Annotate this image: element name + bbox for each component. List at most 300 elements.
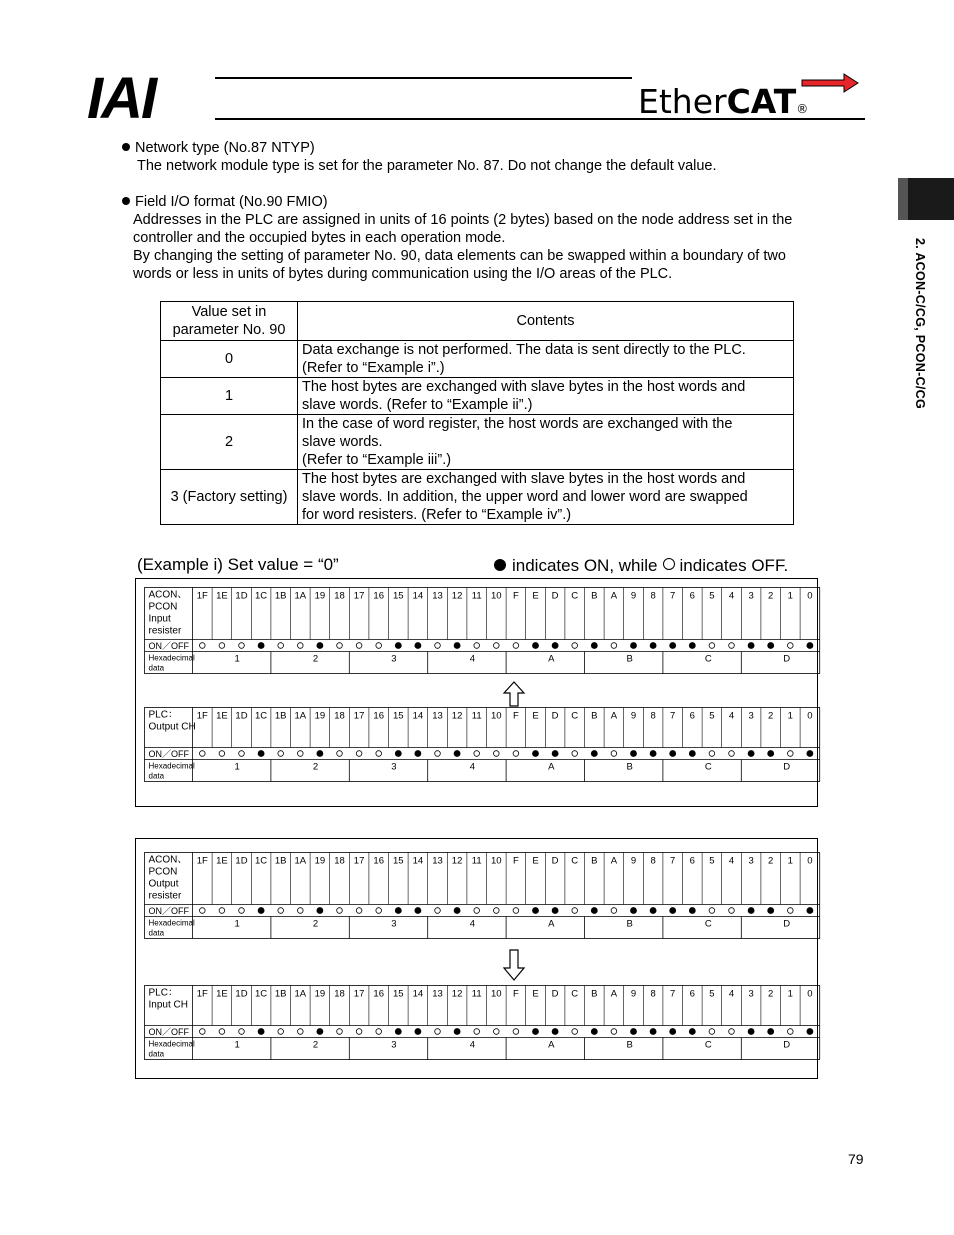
off-circle-icon xyxy=(513,643,519,649)
bit-label: 12 xyxy=(451,855,463,867)
bit-label: 1 xyxy=(787,988,793,1000)
off-circle-icon xyxy=(435,643,441,649)
register-label: PCON xyxy=(148,601,178,613)
bit-label: 10 xyxy=(491,710,502,722)
register-label: Input CH xyxy=(148,999,188,1011)
bit-label: D xyxy=(551,710,559,722)
on-dot-icon xyxy=(650,751,656,757)
bit-label: 1 xyxy=(787,855,793,867)
on-dot-icon xyxy=(395,643,401,649)
bit-label: 1D xyxy=(235,988,248,1000)
example-title: (Example i) Set value = “0” xyxy=(137,555,339,574)
bit-label: 4 xyxy=(728,988,735,1000)
bit-label: 1A xyxy=(294,855,307,867)
on-dot-icon xyxy=(415,908,421,914)
bit-label: 11 xyxy=(471,710,482,722)
off-circle-icon xyxy=(298,643,304,649)
bit-label: 8 xyxy=(650,590,656,602)
off-circle-icon xyxy=(337,908,343,914)
bit-label: 6 xyxy=(689,855,695,867)
bit-label: 11 xyxy=(471,988,482,1000)
off-circle-icon xyxy=(663,558,675,570)
section-line: controller and the occupied bytes in each operation mode. xyxy=(133,230,506,246)
bit-label: A xyxy=(610,855,618,867)
off-circle-icon xyxy=(435,908,441,914)
on-dot-icon xyxy=(768,908,774,914)
off-circle-icon xyxy=(376,1029,382,1035)
bit-label: F xyxy=(512,590,519,602)
bit-label: 7 xyxy=(670,590,676,602)
bit-label: 3 xyxy=(748,855,754,867)
register-label: Output CH xyxy=(148,721,196,733)
section-title: Network type (No.87 NTYP) xyxy=(135,140,315,156)
register-grid-svg xyxy=(144,707,822,783)
off-circle-icon xyxy=(709,643,715,649)
header-value: Value set in parameter No. 90 xyxy=(161,302,298,341)
bit-label: 1F xyxy=(196,710,208,722)
bit-label: C xyxy=(571,855,579,867)
hex-value: 1 xyxy=(234,653,240,665)
off-circle-icon xyxy=(494,643,500,649)
hex-value: B xyxy=(626,918,633,930)
off-circle-icon xyxy=(356,908,362,914)
chapter-side-label: 2. ACON-C/CG, PCON-C/CG xyxy=(913,238,927,410)
on-dot-icon xyxy=(768,643,774,649)
off-circle-icon xyxy=(200,1029,206,1035)
on-dot-icon xyxy=(807,1029,813,1035)
register-grid-svg xyxy=(144,852,822,940)
bit-label: 9 xyxy=(630,855,637,867)
off-circle-icon xyxy=(337,1029,343,1035)
bit-label: D xyxy=(551,988,559,1000)
off-circle-icon xyxy=(788,643,794,649)
bit-label: 15 xyxy=(393,710,404,722)
hex-value: B xyxy=(626,1039,633,1051)
hex-value: 1 xyxy=(234,1039,240,1051)
on-dot-icon xyxy=(454,751,460,757)
bit-label: 18 xyxy=(334,710,345,722)
on-dot-icon xyxy=(533,1029,539,1035)
bit-label: A xyxy=(610,710,618,722)
off-circle-icon xyxy=(356,643,362,649)
on-dot-icon xyxy=(631,751,637,757)
bit-label: 12 xyxy=(451,590,463,602)
off-circle-icon xyxy=(219,751,225,757)
off-circle-icon xyxy=(729,751,735,757)
on-dot-icon xyxy=(317,643,323,649)
register-label: Output xyxy=(148,878,179,890)
on-dot-icon xyxy=(748,1029,754,1035)
on-dot-icon xyxy=(494,559,506,571)
table-row xyxy=(161,470,794,525)
on-dot-icon xyxy=(317,908,323,914)
page-number: 79 xyxy=(848,1151,864,1167)
on-dot-icon xyxy=(689,751,695,757)
bit-label: E xyxy=(532,710,539,722)
hex-value: A xyxy=(548,761,555,773)
off-circle-icon xyxy=(611,751,617,757)
off-circle-icon xyxy=(278,643,284,649)
bit-label: 16 xyxy=(373,590,384,602)
off-circle-icon xyxy=(356,751,362,757)
off-circle-icon xyxy=(788,751,794,757)
hex-label: Hexadecimal xyxy=(148,761,195,771)
header-contents: Contents xyxy=(298,302,794,341)
register-grid-bottom xyxy=(144,985,822,1066)
bit-label: 16 xyxy=(373,988,384,1000)
bit-label: B xyxy=(591,710,598,722)
bit-label: 7 xyxy=(670,988,676,1000)
hex-label: data xyxy=(148,1049,165,1059)
hex-value: 4 xyxy=(469,653,475,665)
off-circle-icon xyxy=(298,751,304,757)
bit-label: 1F xyxy=(196,988,208,1000)
bit-label: B xyxy=(591,590,598,602)
bit-label: 14 xyxy=(412,988,424,1000)
bit-label: 14 xyxy=(412,855,424,867)
iai-logo: IAI xyxy=(87,66,156,131)
on-dot-icon xyxy=(552,1029,558,1035)
bit-label: 1E xyxy=(216,855,228,867)
down-arrow-icon xyxy=(503,949,525,981)
bit-label: 13 xyxy=(432,710,443,722)
bit-label: 1C xyxy=(255,590,268,602)
up-arrow-icon xyxy=(503,681,525,707)
bit-label: 4 xyxy=(728,590,735,602)
hex-value: B xyxy=(626,761,633,773)
bit-label: 13 xyxy=(432,855,443,867)
bit-label: 17 xyxy=(353,855,365,867)
off-circle-icon xyxy=(200,643,206,649)
on-dot-icon xyxy=(258,751,264,757)
on-dot-icon xyxy=(454,908,460,914)
on-dot-icon xyxy=(454,1029,460,1035)
on-dot-icon xyxy=(748,908,754,914)
bit-label: 1D xyxy=(235,855,248,867)
bit-label: 10 xyxy=(491,590,502,602)
off-circle-icon xyxy=(356,1029,362,1035)
on-dot-icon xyxy=(748,751,754,757)
bit-label: 12 xyxy=(451,988,463,1000)
on-dot-icon xyxy=(650,643,656,649)
table-cell-contents: Data exchange is not performed. The data is sent directly to the PLC. (Refer to “Example i”.) xyxy=(298,341,794,378)
bit-label: 8 xyxy=(650,988,656,1000)
bit-label: 15 xyxy=(393,988,404,1000)
off-circle-icon xyxy=(278,1029,284,1035)
section-line: By changing the setting of parameter No. 90, data elements can be swapped within a boundary of two xyxy=(133,248,786,264)
hex-value: C xyxy=(704,918,712,930)
on-dot-icon xyxy=(748,643,754,649)
register-grid-svg xyxy=(144,587,822,675)
off-circle-icon xyxy=(200,751,206,757)
bit-label: 3 xyxy=(748,710,754,722)
off-circle-icon xyxy=(278,751,284,757)
bit-label: 6 xyxy=(689,710,695,722)
bit-label: E xyxy=(532,988,539,1000)
off-circle-icon xyxy=(729,1029,735,1035)
header-rule-top xyxy=(215,77,632,79)
off-circle-icon xyxy=(278,908,284,914)
bit-label: 1C xyxy=(255,855,268,867)
on-dot-icon xyxy=(415,643,421,649)
on-dot-icon xyxy=(689,643,695,649)
register-label: ACON、 xyxy=(148,589,188,601)
hex-value: D xyxy=(783,1039,791,1051)
hex-value: 3 xyxy=(391,918,397,930)
off-circle-icon xyxy=(376,751,382,757)
on-dot-icon xyxy=(768,1029,774,1035)
on-dot-icon xyxy=(454,643,460,649)
off-circle-icon xyxy=(494,751,500,757)
off-circle-icon xyxy=(239,643,245,649)
onoff-label: ON／OFF xyxy=(148,1027,189,1037)
bit-label: 19 xyxy=(314,710,326,722)
bit-label: 1E xyxy=(216,590,228,602)
bit-label: E xyxy=(532,590,539,602)
bit-label: 1D xyxy=(235,590,248,602)
bit-label: 1B xyxy=(274,988,287,1000)
onoff-label: ON／OFF xyxy=(148,906,189,916)
section-field-io xyxy=(122,193,792,283)
on-dot-icon xyxy=(533,751,539,757)
off-circle-icon xyxy=(219,908,225,914)
bullet-icon xyxy=(122,143,130,151)
section-network-type xyxy=(122,139,717,175)
bit-label: 1F xyxy=(196,855,208,867)
on-dot-icon xyxy=(807,643,813,649)
hex-value: C xyxy=(704,653,712,665)
off-circle-icon xyxy=(200,908,206,914)
on-dot-icon xyxy=(533,643,539,649)
bit-label: 1C xyxy=(255,988,268,1000)
bit-label: 1E xyxy=(216,988,228,1000)
hex-label: Hexadecimal xyxy=(148,918,195,928)
table-cell-contents: The host bytes are exchanged with slave bytes in the host words and slave words. In addition, the upper word and lower word are swapped for word resisters. (Refer to “Example iv”.) xyxy=(298,470,794,525)
ethercat-arrow-icon xyxy=(800,66,860,100)
hex-value: 1 xyxy=(234,761,240,773)
bit-label: 19 xyxy=(314,590,326,602)
bit-label: 9 xyxy=(630,710,637,722)
on-dot-icon xyxy=(258,643,264,649)
bit-label: 5 xyxy=(709,855,715,867)
bit-label: 12 xyxy=(451,710,463,722)
off-circle-icon xyxy=(494,1029,500,1035)
off-circle-icon xyxy=(298,908,304,914)
hex-label: Hexadecimal xyxy=(148,1039,195,1049)
off-circle-icon xyxy=(376,643,382,649)
off-circle-icon xyxy=(729,908,735,914)
hex-value: 2 xyxy=(312,761,319,773)
bit-label: 19 xyxy=(314,988,326,1000)
on-dot-icon xyxy=(670,751,676,757)
hex-value: 4 xyxy=(469,1039,475,1051)
hex-value: 3 xyxy=(391,653,397,665)
on-dot-icon xyxy=(807,751,813,757)
on-dot-icon xyxy=(631,1029,637,1035)
bit-label: F xyxy=(512,988,519,1000)
hex-label: data xyxy=(148,928,165,938)
bit-label: B xyxy=(591,988,598,1000)
hex-value: A xyxy=(548,653,555,665)
hex-value: 3 xyxy=(391,761,397,773)
register-label: PLC： xyxy=(148,709,178,721)
on-dot-icon xyxy=(631,643,637,649)
table-cell-value: 1 xyxy=(161,378,298,415)
bit-label: E xyxy=(532,855,539,867)
bit-label: 13 xyxy=(432,988,443,1000)
on-dot-icon xyxy=(552,908,558,914)
on-dot-icon xyxy=(552,643,558,649)
off-circle-icon xyxy=(513,908,519,914)
on-dot-icon xyxy=(395,1029,401,1035)
ethercat-logo: EtherCAT® xyxy=(638,82,809,121)
bit-label: B xyxy=(591,855,598,867)
bit-label: 1E xyxy=(216,710,228,722)
bit-label: A xyxy=(610,988,618,1000)
bit-label: 19 xyxy=(314,855,326,867)
table-row xyxy=(161,415,794,470)
register-label: resister xyxy=(148,625,182,637)
hex-value: 1 xyxy=(234,918,240,930)
on-dot-icon xyxy=(670,643,676,649)
on-dot-icon xyxy=(317,751,323,757)
hex-value: D xyxy=(783,653,791,665)
bullet-icon xyxy=(122,197,130,205)
off-circle-icon xyxy=(376,908,382,914)
legend: indicates ON, while indicates OFF. xyxy=(494,556,788,576)
bit-label: 15 xyxy=(393,855,404,867)
off-circle-icon xyxy=(474,751,480,757)
bit-label: 11 xyxy=(471,590,482,602)
register-label: Input xyxy=(148,613,171,625)
bit-label: 5 xyxy=(709,590,715,602)
bit-label: 5 xyxy=(709,710,715,722)
on-dot-icon xyxy=(768,751,774,757)
bit-label: 4 xyxy=(728,710,735,722)
bit-label: 7 xyxy=(670,855,676,867)
off-circle-icon xyxy=(788,908,794,914)
bit-label: 2 xyxy=(768,590,774,602)
register-label: PCON xyxy=(148,866,178,878)
hex-value: 4 xyxy=(469,918,475,930)
bit-label: 10 xyxy=(491,855,502,867)
on-dot-icon xyxy=(552,751,558,757)
on-dot-icon xyxy=(533,908,539,914)
hex-value: D xyxy=(783,761,791,773)
on-dot-icon xyxy=(395,908,401,914)
bit-label: 1B xyxy=(274,710,287,722)
onoff-label: ON／OFF xyxy=(148,641,189,651)
bit-label: 14 xyxy=(412,590,424,602)
on-dot-icon xyxy=(670,1029,676,1035)
bit-label: 17 xyxy=(353,710,365,722)
on-dot-icon xyxy=(591,908,597,914)
on-dot-icon xyxy=(317,1029,323,1035)
bit-label: 17 xyxy=(353,988,365,1000)
hex-label: data xyxy=(148,663,165,673)
bit-label: C xyxy=(571,590,579,602)
bit-label: 13 xyxy=(432,590,443,602)
off-circle-icon xyxy=(611,1029,617,1035)
diagram-panel-2 xyxy=(135,838,818,1079)
bit-label: 1B xyxy=(274,590,287,602)
off-circle-icon xyxy=(611,908,617,914)
on-dot-icon xyxy=(415,1029,421,1035)
bit-label: 3 xyxy=(748,988,754,1000)
register-label: resister xyxy=(148,890,182,902)
off-circle-icon xyxy=(474,643,480,649)
off-circle-icon xyxy=(572,643,578,649)
on-dot-icon xyxy=(591,1029,597,1035)
hex-value: D xyxy=(783,918,791,930)
off-circle-icon xyxy=(435,751,441,757)
bit-label: 1 xyxy=(787,590,793,602)
table-cell-value: 3 (Factory setting) xyxy=(161,470,298,525)
table-cell-value: 0 xyxy=(161,341,298,378)
off-circle-icon xyxy=(572,908,578,914)
bit-label: 5 xyxy=(709,988,715,1000)
on-dot-icon xyxy=(650,1029,656,1035)
hex-value: A xyxy=(548,1039,555,1051)
hex-value: C xyxy=(704,761,712,773)
bit-label: C xyxy=(571,710,579,722)
on-dot-icon xyxy=(650,908,656,914)
hex-value: 4 xyxy=(469,761,475,773)
bit-label: 0 xyxy=(807,988,813,1000)
off-circle-icon xyxy=(709,908,715,914)
hex-value: A xyxy=(548,918,555,930)
off-circle-icon xyxy=(474,1029,480,1035)
on-dot-icon xyxy=(395,751,401,757)
bit-label: F xyxy=(512,855,519,867)
off-circle-icon xyxy=(435,1029,441,1035)
table-row xyxy=(161,341,794,378)
register-grid-svg xyxy=(144,985,822,1061)
bit-label: 1C xyxy=(255,710,268,722)
off-circle-icon xyxy=(239,751,245,757)
bit-label: 2 xyxy=(768,988,774,1000)
bit-label: 1D xyxy=(235,710,248,722)
section-title: Field I/O format (No.90 FMIO) xyxy=(135,194,328,210)
table-cell-contents: The host bytes are exchanged with slave bytes in the host words and slave words. (Refer to “Example ii”.) xyxy=(298,378,794,415)
off-circle-icon xyxy=(709,1029,715,1035)
register-grid-top xyxy=(144,587,822,680)
bit-label: 6 xyxy=(689,988,695,1000)
off-circle-icon xyxy=(337,643,343,649)
hex-value: 2 xyxy=(312,918,319,930)
off-circle-icon xyxy=(219,1029,225,1035)
hex-value: 2 xyxy=(312,1039,319,1051)
bit-label: 1B xyxy=(274,855,287,867)
bit-label: 1A xyxy=(294,988,307,1000)
bit-label: C xyxy=(571,988,579,1000)
table-row xyxy=(161,378,794,415)
diagram-panel-1 xyxy=(135,578,818,807)
off-circle-icon xyxy=(239,908,245,914)
off-circle-icon xyxy=(572,1029,578,1035)
bit-label: 0 xyxy=(807,710,813,722)
bit-label: 16 xyxy=(373,710,384,722)
bit-label: D xyxy=(551,855,559,867)
bit-label: 1F xyxy=(196,590,208,602)
bit-label: 14 xyxy=(412,710,424,722)
off-circle-icon xyxy=(788,1029,794,1035)
off-circle-icon xyxy=(239,1029,245,1035)
bit-label: 7 xyxy=(670,710,676,722)
bit-label: 11 xyxy=(471,855,482,867)
on-dot-icon xyxy=(258,908,264,914)
section-line: words or less in units of bytes during communication using the I/O areas of the PLC. xyxy=(133,266,673,282)
